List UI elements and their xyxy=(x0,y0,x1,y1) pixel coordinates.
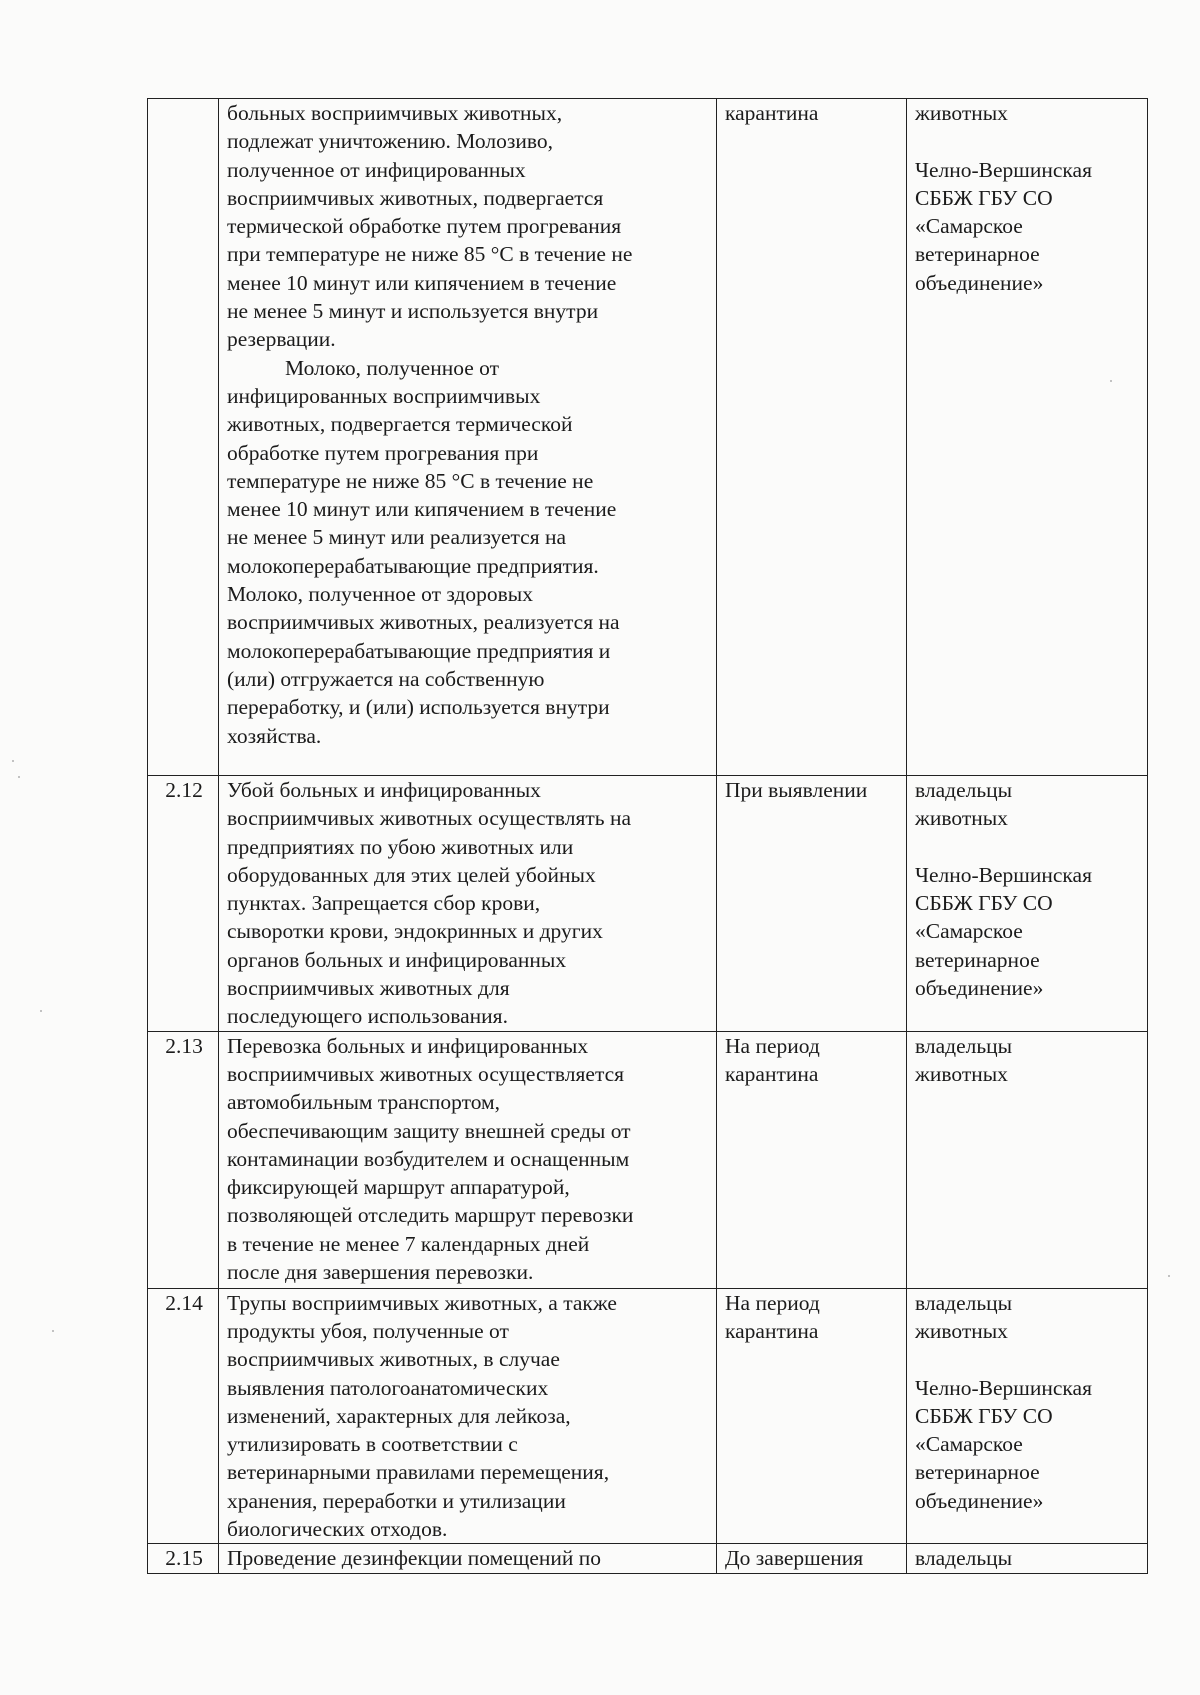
responsible-organization: Челно-Вершинская СББЖ ГБУ СО «Самарское ветеринарное объединение» xyxy=(915,157,1092,295)
deadline-cell xyxy=(717,99,907,776)
scan-speck xyxy=(40,1010,42,1012)
measure-text xyxy=(219,1288,717,1544)
scan-speck xyxy=(52,1330,54,1332)
responsible-cell xyxy=(907,776,1148,1032)
measure-paragraph: больных восприимчивых животных, подлежат уничтожению. Молозиво, полученное от инфицированных восприимчивых животных, подвергается термической обработке путем прогревания при температуре не ниже 85 °С в течение не менее 10 минут или кипячением в течение не менее 5 минут и используется внутри резервации. xyxy=(227,101,633,352)
row-number: 2.13 xyxy=(148,1031,219,1288)
table-row xyxy=(148,776,1148,1032)
deadline-text: карантина xyxy=(725,101,819,125)
responsible-owners: владельцы животных xyxy=(915,1033,1013,1086)
table-row xyxy=(148,99,1148,776)
deadline-cell xyxy=(717,1288,907,1544)
responsible-owners: животных xyxy=(915,101,1008,125)
deadline-cell xyxy=(717,1544,907,1573)
scan-speck xyxy=(18,776,20,778)
measures-table xyxy=(147,98,1148,1574)
responsible-owners: владельцы животных xyxy=(915,1290,1013,1343)
deadline-cell xyxy=(717,1031,907,1288)
deadline-text: На период карантина xyxy=(725,1290,820,1343)
measure-paragraph: Трупы восприимчивых животных, а также продукты убоя, полученные от восприимчивых животных, в случае выявления патологоанатомических изменений, характерных для лейкоза, утилизировать в соответствии с ветеринарными правилами перемещения, хранения, переработки и утилизации биологических отходов. xyxy=(227,1290,617,1542)
measure-paragraph: Перевозка больных и инфицированных восприимчивых животных осуществляется автомобильным транспортом, обеспечивающим защиту внешней среды от контаминации возбудителем и оснащенным фиксирующей маршрут аппаратурой, позволяющей отследить маршрут перевозки в течение не менее 7 календарных дней после дня завершения перевозки. xyxy=(227,1033,634,1285)
deadline-cell xyxy=(717,776,907,1032)
row-number: 2.14 xyxy=(148,1288,219,1544)
deadline-text: При выявлении xyxy=(725,778,868,802)
row-number: 2.12 xyxy=(148,776,219,1032)
responsible-cell xyxy=(907,1288,1148,1544)
measure-paragraph: Убой больных и инфицированных восприимчивых животных осуществлять на предприятиях по убою животных или оборудованных для этих целей убойных пунктах. Запрещается сбор крови, сыворотки крови, эндокринных и других органов больных и инфицированных восприимчивых животных для последующего использования. xyxy=(227,778,632,1029)
scan-speck xyxy=(12,760,14,762)
table-row xyxy=(148,1288,1148,1544)
table-row xyxy=(148,1031,1148,1288)
measure-text xyxy=(219,776,717,1032)
deadline-text: На период карантина xyxy=(725,1033,820,1086)
measure-text xyxy=(219,1544,717,1573)
scan-speck xyxy=(1168,1275,1170,1277)
measure-text xyxy=(219,1031,717,1288)
row-number: 2.15 xyxy=(148,1544,219,1573)
measure-paragraph: Проведение дезинфекции помещений по xyxy=(227,1546,602,1571)
responsible-owners: владельцы xyxy=(915,1546,1013,1571)
measure-paragraph: Молоко, полученное от инфицированных восприимчивых животных, подвергается термической обработке путем прогревания при температуре не ниже 85 °С в течение не менее 10 минут или кипячением в течение не менее 5 минут или реализуется на молокоперерабатывающие предприятия. Молоко, полученное от здоровых восприимчивых животных, реализуется на молокоперерабатывающие предприятия и (или) отгружается на собственную переработку, и (или) используется внутри хозяйства. xyxy=(227,355,620,748)
responsible-owners: владельцы животных xyxy=(915,778,1013,831)
scan-speck xyxy=(1110,380,1112,382)
measure-text xyxy=(219,99,717,776)
deadline-text: До завершения xyxy=(725,1546,864,1571)
responsible-cell xyxy=(907,1031,1148,1288)
responsible-organization: Челно-Вершинская СББЖ ГБУ СО «Самарское ветеринарное объединение» xyxy=(915,1375,1092,1513)
responsible-organization: Челно-Вершинская СББЖ ГБУ СО «Самарское ветеринарное объединение» xyxy=(915,862,1092,1001)
row-number xyxy=(148,99,219,776)
table-row xyxy=(148,1544,1148,1573)
responsible-cell xyxy=(907,99,1148,776)
responsible-cell xyxy=(907,1544,1148,1573)
